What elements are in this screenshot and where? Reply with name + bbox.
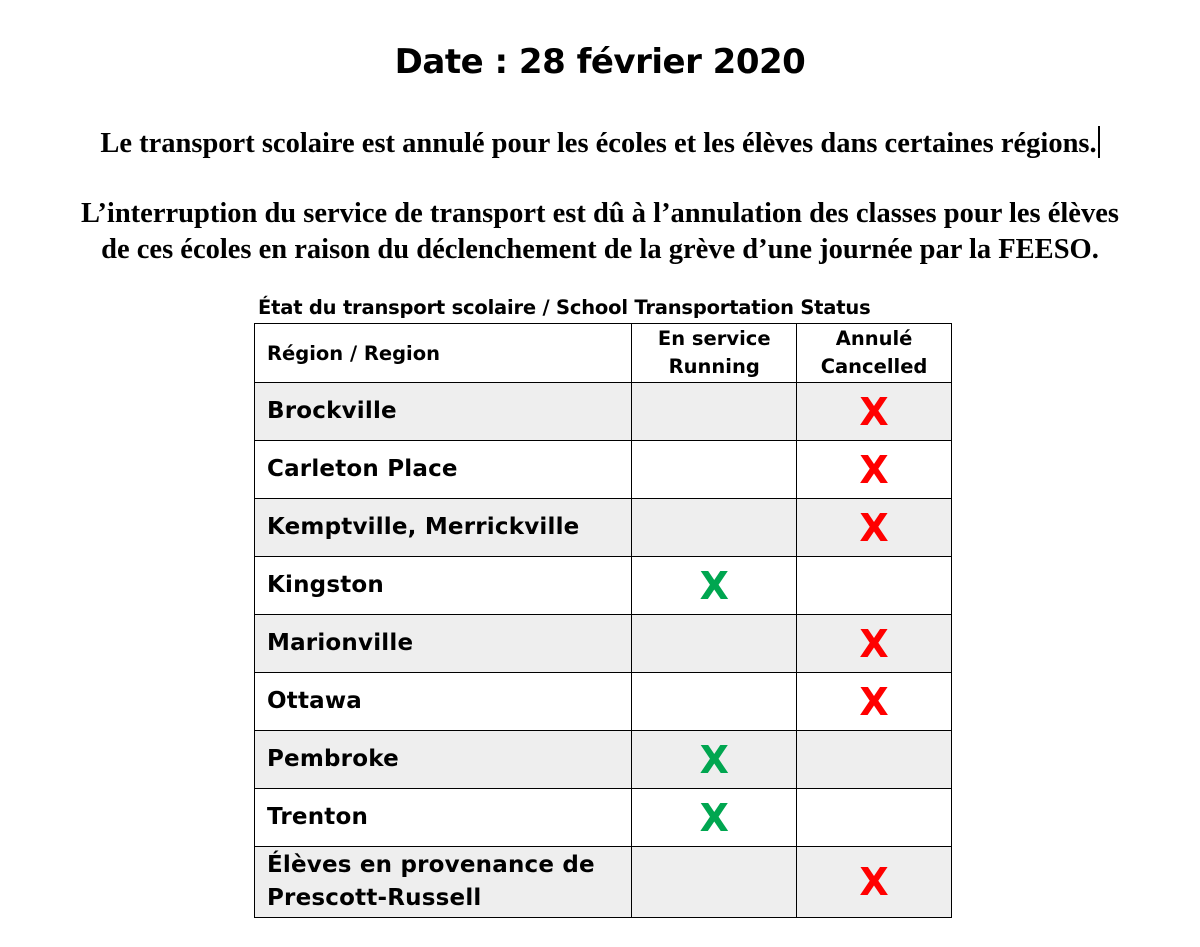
cancelled-mark: X <box>859 679 889 724</box>
running-cell <box>632 731 797 789</box>
region-name: Marionville <box>255 615 632 673</box>
explanation-line-1: L’interruption du service de transport est dû à l’annulation des classes pour les élèves <box>81 198 1119 229</box>
header-running-en: Running <box>668 355 760 378</box>
region-name: Ottawa <box>255 673 632 731</box>
cancellation-notice-text: Le transport scolaire est annulé pour les écoles et les élèves dans certaines régions. <box>100 128 1097 159</box>
header-running-fr: En service <box>657 327 771 350</box>
table-row <box>255 557 952 615</box>
transport-status-table <box>254 323 952 918</box>
table-row <box>255 441 952 499</box>
running-cell <box>632 499 797 557</box>
cancelled-cell <box>797 383 952 441</box>
header-cancelled-en: Cancelled <box>820 355 928 378</box>
running-cell <box>632 789 797 847</box>
cancelled-cell <box>797 499 952 557</box>
cancelled-mark: X <box>859 505 889 550</box>
cancelled-cell <box>797 673 952 731</box>
running-mark: X <box>699 795 729 840</box>
table-row <box>255 383 952 441</box>
table-row <box>255 847 952 918</box>
interruption-explanation <box>0 196 1200 268</box>
table-row <box>255 789 952 847</box>
region-name: Brockville <box>255 383 632 441</box>
table-row <box>255 673 952 731</box>
region-name: Kingston <box>255 557 632 615</box>
cancelled-mark: X <box>859 860 889 904</box>
running-cell <box>632 847 797 918</box>
region-name: Élèves en provenance de Prescott-Russell <box>255 847 632 918</box>
running-cell <box>632 383 797 441</box>
cancelled-mark: X <box>859 621 889 666</box>
header-cancelled <box>797 324 952 383</box>
cancelled-cell <box>797 557 952 615</box>
running-cell <box>632 441 797 499</box>
table-row <box>255 615 952 673</box>
cancelled-mark: X <box>859 447 889 492</box>
running-mark: X <box>699 563 729 608</box>
header-running <box>632 324 797 383</box>
header-cancelled-fr: Annulé <box>835 327 913 350</box>
table-caption: État du transport scolaire / School Transportation Status <box>258 296 871 319</box>
date-heading: Date : 28 février 2020 <box>394 42 806 82</box>
running-cell <box>632 557 797 615</box>
explanation-line-2: de ces écoles en raison du déclenchement de la grève d’une journée par la FEESO. <box>101 234 1099 265</box>
cancelled-cell <box>797 615 952 673</box>
cancellation-notice <box>0 126 1200 162</box>
cancelled-cell <box>797 789 952 847</box>
table-row <box>255 499 952 557</box>
running-cell <box>632 673 797 731</box>
cancelled-mark: X <box>859 389 889 434</box>
cancelled-cell <box>797 441 952 499</box>
region-name: Carleton Place <box>255 441 632 499</box>
table-row <box>255 731 952 789</box>
header-region: Région / Region <box>255 324 632 383</box>
region-name: Pembroke <box>255 731 632 789</box>
text-cursor <box>1098 126 1100 158</box>
table-header-row <box>255 324 952 383</box>
cancelled-cell <box>797 731 952 789</box>
region-name: Trenton <box>255 789 632 847</box>
running-cell <box>632 615 797 673</box>
cancelled-cell <box>797 847 952 918</box>
running-mark: X <box>699 737 729 782</box>
region-name: Kemptville, Merrickville <box>255 499 632 557</box>
